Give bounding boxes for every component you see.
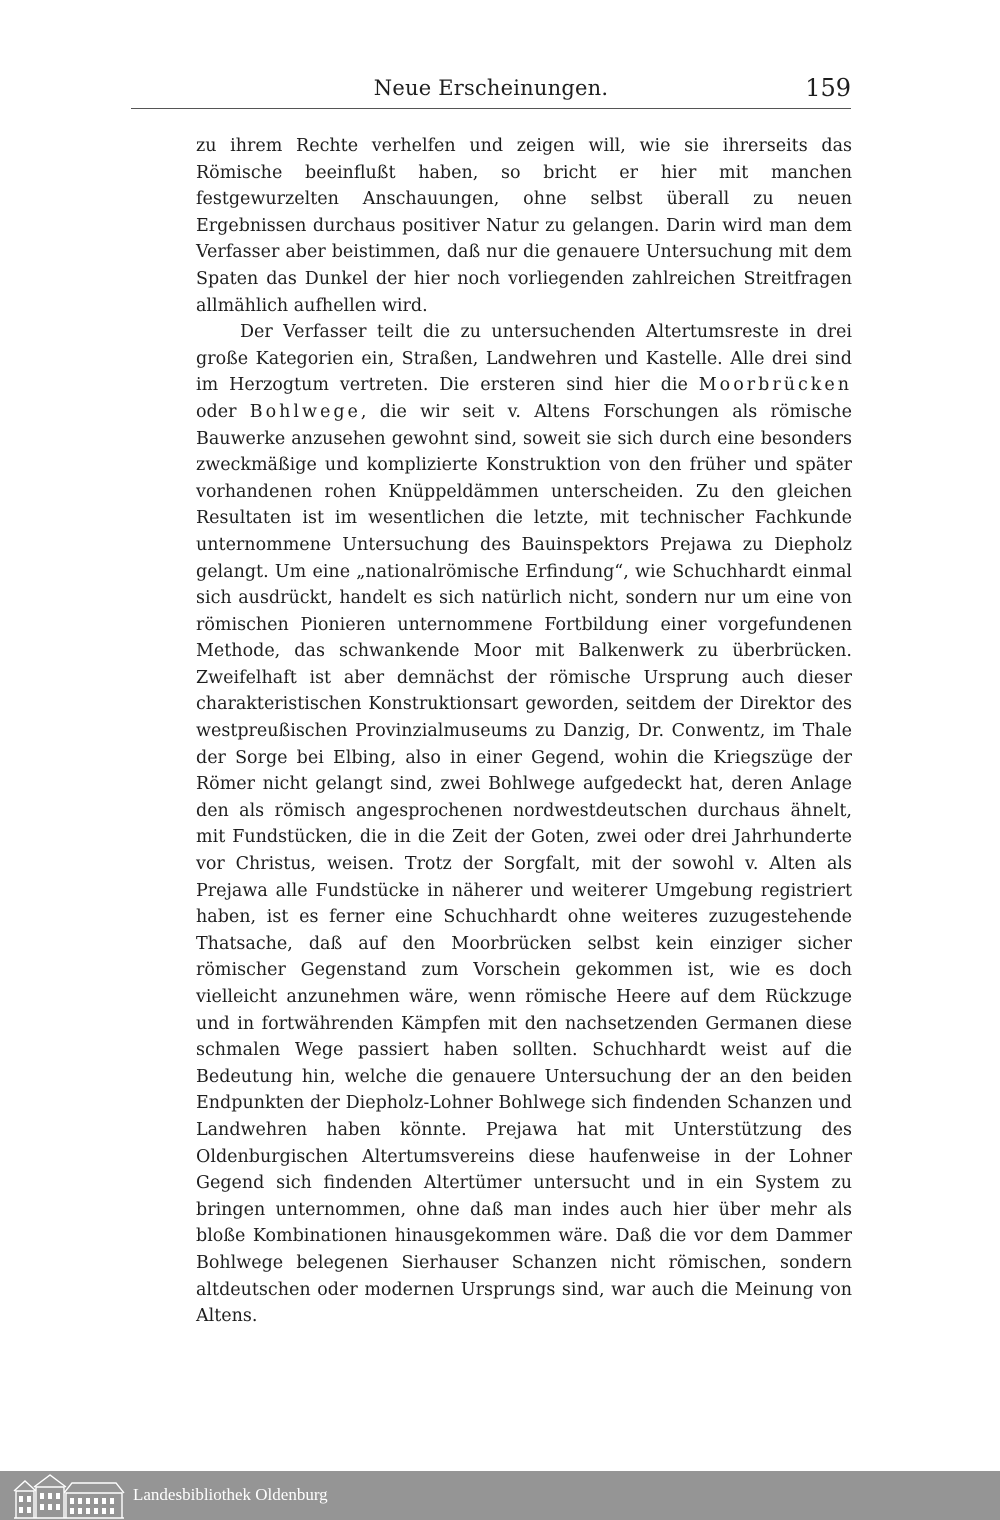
running-head [131, 70, 851, 110]
term-bohlwege: Bohlwege [249, 401, 361, 422]
body-text [196, 133, 852, 1333]
footer-library-label: Landesbibliothek Oldenburg [133, 1485, 328, 1504]
header-rule [131, 108, 851, 109]
footer-bar [0, 1471, 1000, 1520]
page-number: 159 [805, 74, 851, 102]
running-title: Neue Erscheinungen. [373, 76, 609, 100]
library-building-icon [12, 1471, 126, 1520]
paragraph-2-text: Der Verfasser teilt die zu untersuchenden Altertumsreste in drei große Kategorien ein, Straßen, Landwehren und Kastelle. Alle drei sind im Herzogtum vertreten. Die ersteren sind hier die [196, 322, 852, 396]
paragraph-2 [196, 319, 852, 1330]
paragraph-2-continuation: , die wir seit v. Altens Forschungen als römische Bauwerke anzusehen gewohnt sind, soweit sie sich durch eine besonders zweckmäßige und komplizierte Konstruktion von den früher und später vorhandenen rohen Knüppeldämmen unterscheiden. Zu den gleichen Resultaten ist im wesentlichen die letzte, mit technischer Fachkunde unternommene Untersuchung des Bauinspektors Prejawa zu Diepholz gelangt. Um eine „nationalrömische Erfindung“, wie Schuchhardt einmal sich ausdrückt, handelt es sich natürlich nicht, sondern nur um eine von römischen Pionieren unternommene Fortbildung einer vorgefundenen Methode, das schwankende Moor mit Balkenwerk zu überbrücken. Zweifelhaft ist aber demnächst der römische Ursprung auch dieser charakteristischen Konstruktionsart geworden, seitdem der Direktor des westpreußischen Provinzialmuseums zu Danzig, Dr. Conwentz, im Thale der Sorge bei Elbing, also in einer Gegend, wohin die Kriegszüge der Römer nicht gelangt sind, zwei Bohlwege aufgedeckt hat, deren Anlage den als römisch angesprochenen nordwestdeutschen durchaus ähnelt, mit Fundstücken, die in die Zeit der Goten, zwei oder drei Jahrhunderte vor Christus, weisen. Trotz der Sorgfalt, mit der sowohl v. Alten als Prejawa alle Fundstücke in näherer und weiterer Umgebung registriert haben, ist es ferner eine Schuchhardt ohne weiteres zuzugestehende Thatsache, daß auf den Moorbrücken selbst kein einziger sicher römischer Gegenstand zum Vorschein gekommen ist, wie es doch vielleicht anzunehmen wäre, wenn römische Heere auf dem Rückzuge und in fortwährenden Kämpfen mit den nachsetzenden Germanen diese schmalen Wege passiert haben sollten. Schuchhardt weist auf die Bedeutung hin, welche die genauere Untersuchung der an den beiden Endpunkten der Diepholz-Lohner Bohlwege sich findenden Schanzen und Landwehren haben könnte. Prejawa hat mit Unterstützung des Oldenburgischen Altertumsvereins diese haufenweise in der Lohner Gegend sich findenden Altertümer untersucht und in ein System zu bringen unternommen, ohne daß man indes auch hier über mehr als bloße Kombinationen hinausgekommen wäre. Daß die vor dem Dammer Bohlwege belegenen Sierhauser Schanzen nicht römischen, sondern altdeutschen oder modernen Ursprungs sind, war auch die Meinung von Altens. [196, 401, 852, 1327]
paragraph-2-connector: oder [196, 401, 250, 422]
paragraph-1: zu ihrem Rechte verhelfen und zeigen will, wie sie ihrerseits das Römische beeinflußt haben, so bricht er hier mit manchen festgewurzelten Anschauungen, ohne selbst überall zu neuen Ergebnissen durchaus positiver Natur zu gelangen. Darin wird man dem Verfasser aber beistimmen, daß nur die genauere Untersuchung mit dem Spaten das Dunkel der hier noch vorliegenden zahlreichen Streitfragen allmählich aufhellen wird. [196, 136, 852, 316]
term-moorbruecken: Moorbrücken [698, 375, 852, 396]
